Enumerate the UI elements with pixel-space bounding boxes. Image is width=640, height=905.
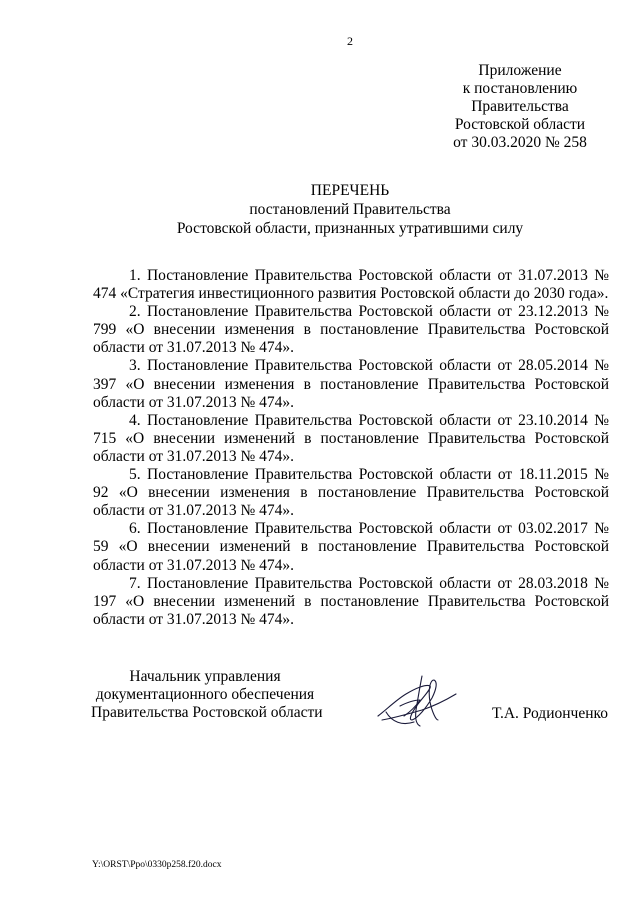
- file-path-footer: Y:\ORST\Ppo\0330p258.f20.docx: [92, 860, 222, 870]
- list-item: 6. Постановление Правительства Ростовской области от 03.02.2017 № 59 «О внесении изменений в постановление Правительства Ростовской области от 31.07.2013 № 474».: [93, 520, 609, 574]
- page-number: 2: [347, 34, 353, 48]
- appendix-line: Приложение: [478, 62, 562, 79]
- list-item: 5. Постановление Правительства Ростовской области от 18.11.2015 № 92 «О внесении изменения в постановление Правительства Ростовской области от 31.07.2013 № 474».: [93, 466, 609, 520]
- list-item: 1. Постановление Правительства Ростовской области от 31.07.2013 № 474 «Стратегия инвестиционного развития Ростовской области до 2030 года».: [93, 267, 609, 303]
- list-item: 2. Постановление Правительства Ростовской области от 23.12.2013 № 799 «О внесении изменения в постановление Правительства Ростовской области от 31.07.2013 № 474».: [93, 303, 609, 357]
- document-title: [60, 181, 640, 238]
- appendix-line: от 30.03.2020 № 258: [453, 134, 587, 151]
- appendix-line: к постановлению: [462, 80, 578, 97]
- appendix-line: Ростовской области: [454, 116, 586, 133]
- list-item: 4. Постановление Правительства Ростовской области от 23.10.2014 № 715 «О внесении изменений в постановление Правительства Ростовской области от 31.07.2013 № 474».: [93, 411, 609, 465]
- handwritten-signature: [372, 670, 462, 732]
- resolution-list: [93, 267, 609, 629]
- appendix-line: Правительства: [471, 98, 569, 115]
- title-subtitle-line: Ростовской области, признанных утратившими силу: [176, 220, 524, 237]
- list-item: 3. Постановление Правительства Ростовской области от 28.05.2014 № 397 «О внесении изменения в постановление Правительства Ростовской области от 31.07.2013 № 474».: [93, 357, 609, 411]
- title-heading: ПЕРЕЧЕНЬ: [310, 182, 390, 199]
- position-line: Правительства Ростовской области: [91, 704, 323, 721]
- signatory-position: [85, 668, 325, 722]
- position-line: документационного обеспечения: [95, 686, 315, 703]
- title-subtitle-line: постановлений Правительства: [249, 201, 451, 218]
- list-item: 7. Постановление Правительства Ростовской области от 28.03.2018 № 197 «О внесении изменений в постановление Правительства Ростовской области от 31.07.2013 № 474».: [93, 574, 609, 628]
- appendix-header: [440, 62, 600, 152]
- position-line: Начальник управления: [129, 668, 281, 685]
- signatory-name: Т.А. Родионченко: [492, 705, 608, 722]
